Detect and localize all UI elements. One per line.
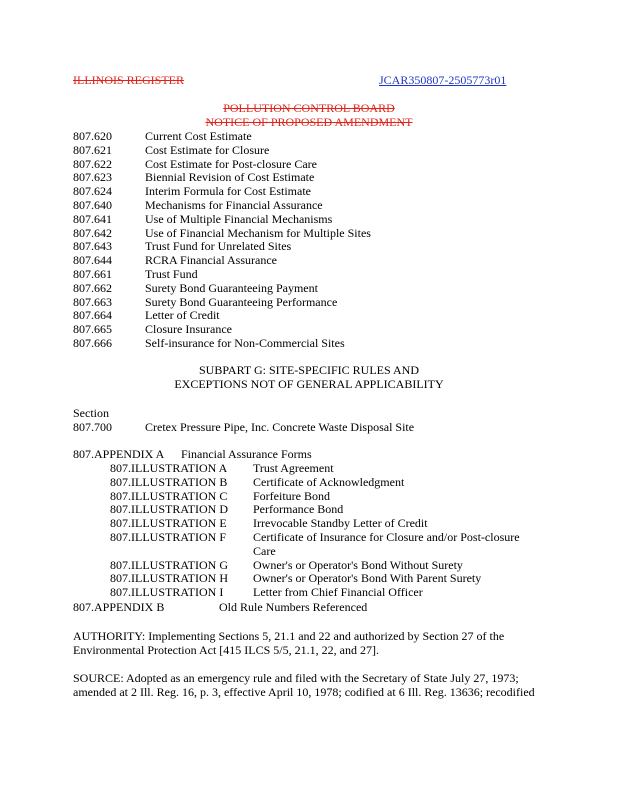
illustration-title: Certificate of Acknowledgment <box>253 474 405 489</box>
illustration-title: Irrevocable Standby Letter of Credit <box>253 516 428 531</box>
appendix-b-title: Old Rule Numbers Referenced <box>219 600 368 614</box>
section-title: Trust Fund <box>145 267 198 281</box>
authority-line1: AUTHORITY: Implementing Sections 5, 21.1 and 22 and authorized by Section 27 of the <box>73 629 505 643</box>
authority-line2: Environmental Protection Act [415 ILCS 5/5, 21.1, 22, and 27]. <box>73 643 379 657</box>
board-heading: POLLUTION CONTROL BOARD <box>223 101 395 115</box>
section-number: 807.664 <box>73 308 112 323</box>
appendix-b-number: 807.APPENDIX B <box>73 600 165 614</box>
jcar-code-link[interactable]: JCAR350807-2505773r01 <box>379 73 507 87</box>
section-title: Surety Bond Guaranteeing Performance <box>145 294 338 309</box>
section-number: 807.620 <box>73 129 112 143</box>
section-label: Section <box>73 406 109 420</box>
illustration-title: Trust Agreement <box>253 461 334 475</box>
section-title: Letter of Credit <box>145 308 220 323</box>
appendix-a-number: 807.APPENDIX A <box>73 447 165 461</box>
section-number: 807.665 <box>73 322 112 337</box>
section-number: 807.666 <box>73 336 112 350</box>
source-line1: SOURCE: Adopted as an emergency rule and filed with the Secretary of State July 27, 1973; <box>73 671 519 685</box>
source-line2: amended at 2 Ill. Reg. 16, p. 3, effective April 10, 1978; codified at 6 Ill. Reg. 13636; recodified <box>73 685 535 699</box>
section-title: Cost Estimate for Closure <box>145 142 270 157</box>
illustration-number: 807.ILLUSTRATION B <box>110 474 228 489</box>
section-number: 807.624 <box>73 184 112 199</box>
section-title: Current Cost Estimate <box>145 129 252 143</box>
section-number: 807.663 <box>73 294 112 309</box>
illustration-number: 807.ILLUSTRATION E <box>110 516 227 531</box>
illustration-title: Owner's or Operator's Bond Without Surety <box>253 557 463 572</box>
section-title: Use of Financial Mechanism for Multiple Sites <box>145 225 371 240</box>
illustration-title: Owner's or Operator's Bond With Parent Surety <box>253 571 482 586</box>
section-title: RCRA Financial Assurance <box>145 253 277 268</box>
subpart-heading-line2: EXCEPTIONS NOT OF GENERAL APPLICABILITY <box>174 377 444 391</box>
illustration-number: 807.ILLUSTRATION I <box>110 585 224 600</box>
section-title: Interim Formula for Cost Estimate <box>145 184 311 199</box>
section-number: 807.622 <box>73 156 112 171</box>
section-title: Mechanisms for Financial Assurance <box>145 198 323 212</box>
section-700-number: 807.700 <box>73 420 112 434</box>
illustration-number: 807.ILLUSTRATION G <box>110 557 228 572</box>
section-700-title: Cretex Pressure Pipe, Inc. Concrete Waste Disposal Site <box>145 420 415 434</box>
section-title: Closure Insurance <box>145 322 232 337</box>
section-number: 807.643 <box>73 239 112 254</box>
appendix-a-title: Financial Assurance Forms <box>181 447 312 461</box>
section-title: Self-insurance for Non-Commercial Sites <box>145 336 345 350</box>
subpart-heading-line1: SUBPART G: SITE-SPECIFIC RULES AND <box>199 363 419 377</box>
section-title: Cost Estimate for Post-closure Care <box>145 156 317 171</box>
section-title: Surety Bond Guaranteeing Payment <box>145 280 318 295</box>
section-number: 807.623 <box>73 170 112 185</box>
section-number: 807.642 <box>73 225 112 240</box>
illustration-title: Certificate of Insurance for Closure and/or Post-closure <box>253 530 520 544</box>
section-number: 807.621 <box>73 142 112 157</box>
illustration-title: Forfeiture Bond <box>253 488 330 503</box>
section-number: 807.644 <box>73 253 112 268</box>
illustration-number: 807.ILLUSTRATION F <box>110 530 226 544</box>
notice-heading: NOTICE OF PROPOSED AMENDMENT <box>205 115 413 129</box>
section-number: 807.641 <box>73 211 112 226</box>
illustration-title: Performance Bond <box>253 502 344 517</box>
section-title: Use of Multiple Financial Mechanisms <box>145 211 333 226</box>
section-number: 807.640 <box>73 198 112 212</box>
illustration-number: 807.ILLUSTRATION C <box>110 488 228 503</box>
illustration-title-continued: Care <box>253 543 276 558</box>
illustration-title: Letter from Chief Financial Officer <box>253 585 423 600</box>
section-title: Trust Fund for Unrelated Sites <box>145 239 292 254</box>
illustration-number: 807.ILLUSTRATION A <box>110 461 228 475</box>
register-title: ILLINOIS REGISTER <box>73 73 184 87</box>
section-title: Biennial Revision of Cost Estimate <box>145 170 315 185</box>
illustration-number: 807.ILLUSTRATION H <box>110 571 228 586</box>
section-number: 807.661 <box>73 267 112 281</box>
section-number: 807.662 <box>73 280 112 295</box>
illustration-number: 807.ILLUSTRATION D <box>110 502 228 517</box>
